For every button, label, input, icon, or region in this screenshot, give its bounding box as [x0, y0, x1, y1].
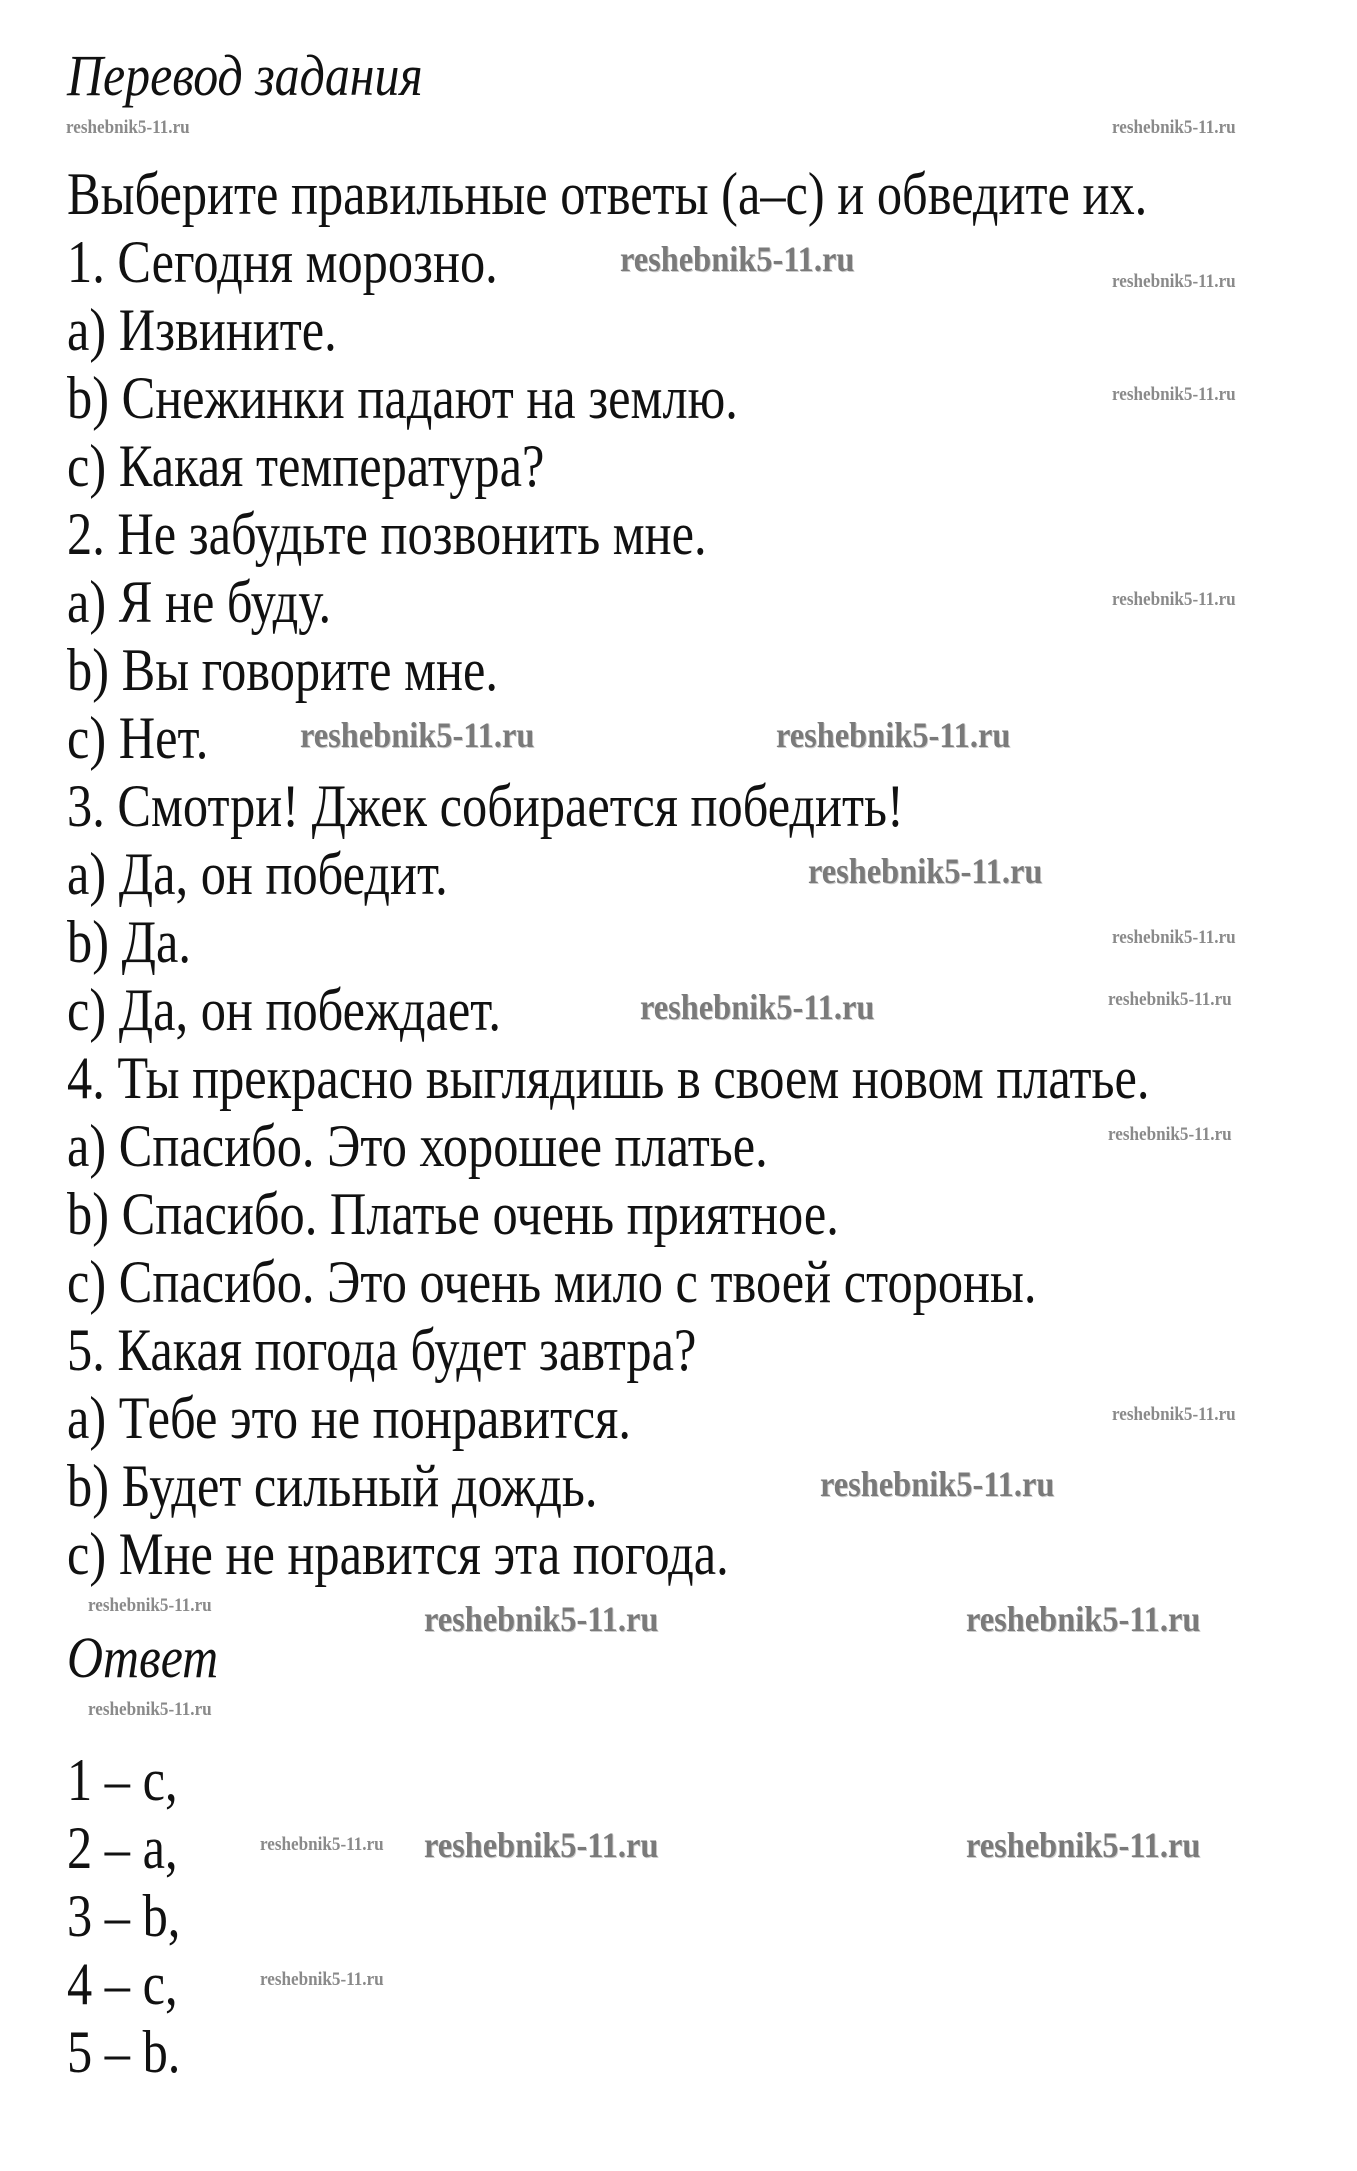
question-3: 3. Смотри! Джек собирается победить! — [67, 773, 904, 839]
watermark: reshebnik5-11.ru — [1112, 589, 1236, 610]
task-block — [67, 160, 1356, 1588]
option: a) Спасибо. Это хорошее платье. — [67, 1113, 768, 1179]
option: b) Будет сильный дождь. — [67, 1453, 598, 1519]
watermark: reshebnik5-11.ru — [1108, 1124, 1232, 1145]
watermark: reshebnik5-11.ru — [260, 1834, 384, 1855]
instruction: Выберите правильные ответы (a–c) и обведите их. — [67, 161, 1148, 227]
question-5: 5. Какая погода будет завтра? — [67, 1317, 697, 1383]
watermark: reshebnik5-11.ru — [820, 1464, 1055, 1504]
question-4: 4. Ты прекрасно выглядишь в своем новом платье. — [67, 1045, 1150, 1111]
watermark: reshebnik5-11.ru — [88, 1699, 212, 1720]
watermark: reshebnik5-11.ru — [66, 117, 190, 138]
watermark: reshebnik5-11.ru — [640, 987, 875, 1027]
option: a) Извините. — [67, 297, 337, 363]
watermark: reshebnik5-11.ru — [966, 1599, 1201, 1639]
watermark: reshebnik5-11.ru — [776, 715, 1011, 755]
answer: 2 – a, — [67, 1815, 178, 1881]
option: b) Вы говорите мне. — [67, 637, 498, 703]
watermark: reshebnik5-11.ru — [88, 1595, 212, 1616]
watermark: reshebnik5-11.ru — [1112, 271, 1236, 292]
option: c) Спасибо. Это очень мило с твоей стороны. — [67, 1249, 1037, 1315]
answer-title: Ответ — [67, 1625, 219, 1690]
watermark: reshebnik5-11.ru — [620, 239, 855, 279]
watermark: reshebnik5-11.ru — [1112, 927, 1236, 948]
option: c) Да, он побеждает. — [67, 977, 502, 1043]
watermark: reshebnik5-11.ru — [424, 1825, 659, 1865]
option: a) Да, он победит. — [67, 841, 448, 907]
question-2: 2. Не забудьте позвонить мне. — [67, 501, 707, 567]
option: c) Нет. — [67, 705, 209, 771]
option: a) Я не буду. — [67, 569, 332, 635]
option: b) Спасибо. Платье очень приятное. — [67, 1181, 839, 1247]
answer: 3 – b, — [67, 1883, 181, 1949]
watermark: reshebnik5-11.ru — [1112, 1404, 1236, 1425]
answer: 4 – c, — [67, 1951, 178, 2017]
answer: 1 – c, — [67, 1747, 178, 1813]
answer: 5 – b. — [67, 2019, 181, 2085]
option: b) Снежинки падают на землю. — [67, 365, 738, 431]
question-1: 1. Сегодня морозно. — [67, 229, 498, 295]
option: c) Мне не нравится эта погода. — [67, 1521, 729, 1587]
watermark: reshebnik5-11.ru — [1112, 384, 1236, 405]
watermark: reshebnik5-11.ru — [424, 1599, 659, 1639]
watermark: reshebnik5-11.ru — [1112, 117, 1236, 138]
watermark: reshebnik5-11.ru — [300, 715, 535, 755]
watermark: reshebnik5-11.ru — [260, 1969, 384, 1990]
watermark: reshebnik5-11.ru — [1108, 989, 1232, 1010]
option: b) Да. — [67, 909, 191, 975]
option: a) Тебе это не понравится. — [67, 1385, 631, 1451]
option: c) Какая температура? — [67, 433, 545, 499]
watermark: reshebnik5-11.ru — [966, 1825, 1201, 1865]
section-title: Перевод задания — [67, 43, 423, 108]
watermark: reshebnik5-11.ru — [808, 851, 1043, 891]
answers-block — [67, 1746, 202, 2086]
